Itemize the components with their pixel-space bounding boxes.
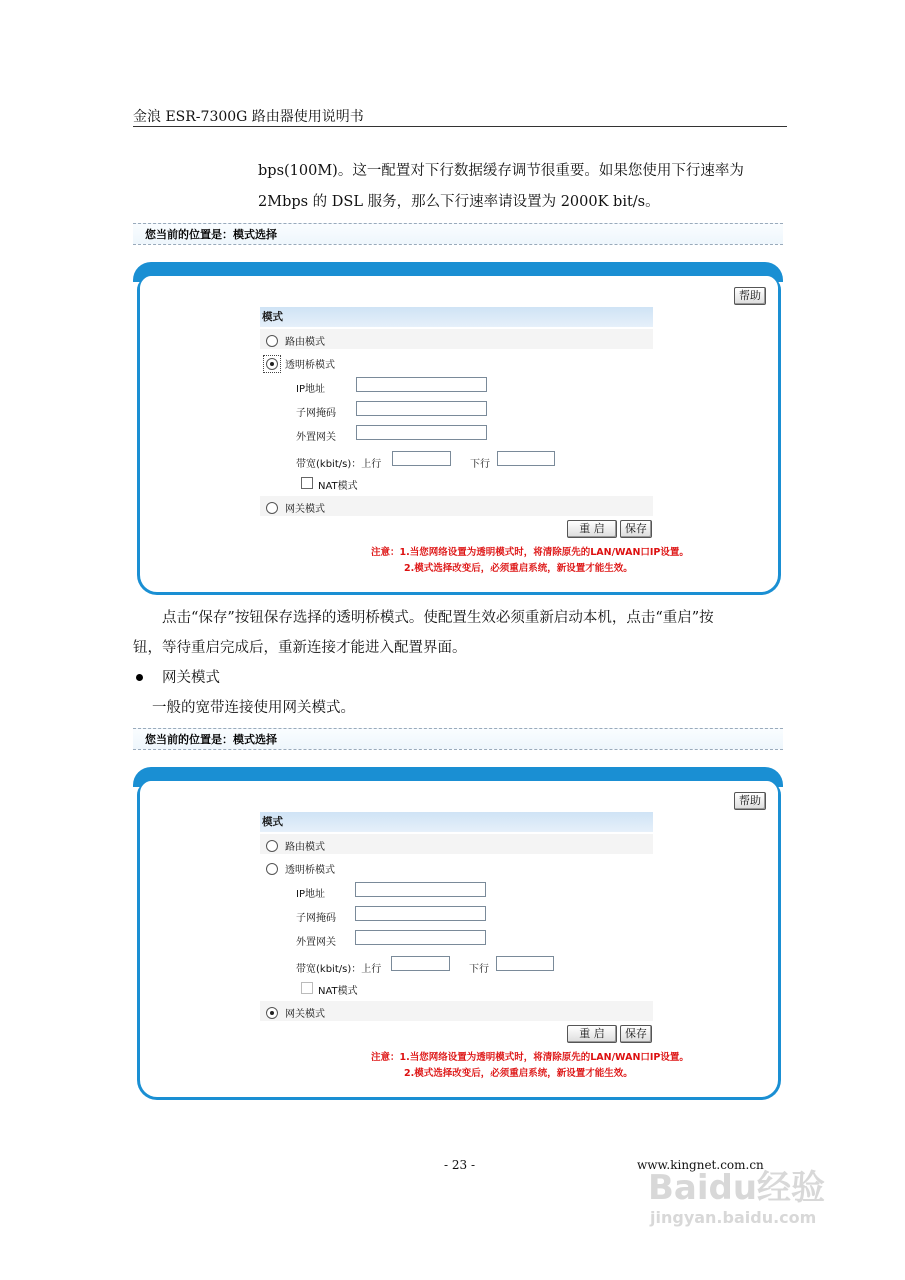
gateway-input[interactable] xyxy=(356,425,487,440)
mask-input[interactable] xyxy=(355,906,486,921)
save-button[interactable]: 保存 xyxy=(620,1025,652,1043)
route-mode-radio[interactable] xyxy=(266,335,278,347)
watermark-url: jingyan.baidu.com xyxy=(650,1208,817,1227)
ip-label: IP地址 xyxy=(296,889,325,900)
upstream-input[interactable] xyxy=(391,956,450,971)
bridge-mode-label: 透明桥模式 xyxy=(285,360,335,371)
nat-label: NAT模式 xyxy=(318,481,358,492)
gateway-input[interactable] xyxy=(355,930,486,945)
downstream-input[interactable] xyxy=(497,451,555,466)
intro-line-2: 2Mbps 的 DSL 服务，那么下行速率请设置为 2000K bit/s。 xyxy=(258,194,660,210)
route-mode-radio[interactable] xyxy=(266,840,278,852)
nat-label: NAT模式 xyxy=(318,986,358,997)
help-button[interactable]: 帮助 xyxy=(734,287,766,305)
document-header: 金浪 ESR-7300G 路由器使用说明书 xyxy=(133,109,364,125)
ip-input[interactable] xyxy=(356,377,487,392)
bandwidth-down-label: 下行 xyxy=(470,459,490,470)
footer-website: www.kingnet.com.cn xyxy=(637,1158,764,1172)
bullet-dot xyxy=(136,674,143,681)
section-heading: 网关模式 xyxy=(162,670,220,686)
nat-checkbox[interactable] xyxy=(301,477,313,489)
section-description: 一般的宽带连接使用网关模式。 xyxy=(152,700,355,716)
mode-panel-1 xyxy=(133,262,783,598)
upstream-input[interactable] xyxy=(392,451,451,466)
mode-header: 模式 xyxy=(260,812,653,832)
gateway-label: 外置网关 xyxy=(296,432,336,443)
bridge-mode-radio[interactable] xyxy=(266,863,278,875)
gateway-label: 外置网关 xyxy=(296,937,336,948)
ip-label: IP地址 xyxy=(296,384,325,395)
gateway-mode-radio[interactable] xyxy=(266,502,278,514)
note-line-1: 注意：1.当您网络设置为透明模式时，将清除原先的LAN/WAN口IP设置。 xyxy=(371,1052,689,1063)
gateway-mode-label: 网关模式 xyxy=(285,504,325,515)
nat-checkbox[interactable] xyxy=(301,982,313,994)
save-button[interactable]: 保存 xyxy=(620,520,652,538)
middle-line-1: 点击“保存”按钮保存选择的透明桥模式。使配置生效必须重新启动本机，点击“重启”按 xyxy=(162,610,714,626)
route-mode-label: 路由模式 xyxy=(285,337,325,348)
mode-header: 模式 xyxy=(260,307,653,327)
note-line-2: 2.模式选择改变后，必须重启系统，新设置才能生效。 xyxy=(404,1068,633,1079)
breadcrumb-1: 您当前的位置是：模式选择 xyxy=(133,223,783,245)
gateway-mode-radio[interactable] xyxy=(266,1007,278,1019)
bandwidth-up-label: 带宽(kbit/s)：上行 xyxy=(296,964,382,975)
gateway-mode-label: 网关模式 xyxy=(285,1009,325,1020)
page-number: - 23 - xyxy=(444,1158,476,1172)
mode-panel-2 xyxy=(133,767,783,1103)
intro-line-1: bps(100M)。这一配置对下行数据缓存调节很重要。如果您使用下行速率为 xyxy=(258,163,744,179)
note-line-1: 注意：1.当您网络设置为透明模式时，将清除原先的LAN/WAN口IP设置。 xyxy=(371,547,689,558)
middle-line-2: 钮，等待重启完成后，重新连接才能进入配置界面。 xyxy=(133,640,467,656)
downstream-input[interactable] xyxy=(496,956,554,971)
bandwidth-down-label: 下行 xyxy=(469,964,489,975)
restart-button[interactable]: 重 启 xyxy=(567,1025,617,1043)
bridge-mode-radio[interactable] xyxy=(266,358,278,370)
ip-input[interactable] xyxy=(355,882,486,897)
header-rule xyxy=(133,126,787,127)
note-line-2: 2.模式选择改变后，必须重启系统，新设置才能生效。 xyxy=(404,563,633,574)
bandwidth-up-label: 带宽(kbit/s)：上行 xyxy=(296,459,382,470)
bridge-mode-label: 透明桥模式 xyxy=(285,865,335,876)
breadcrumb-2: 您当前的位置是：模式选择 xyxy=(133,728,783,750)
mask-input[interactable] xyxy=(356,401,487,416)
mask-label: 子网掩码 xyxy=(296,408,336,419)
route-mode-label: 路由模式 xyxy=(285,842,325,853)
help-button[interactable]: 帮助 xyxy=(734,792,766,810)
watermark-brand: Baidu经验 xyxy=(648,1168,826,1208)
restart-button[interactable]: 重 启 xyxy=(567,520,617,538)
mask-label: 子网掩码 xyxy=(296,913,336,924)
